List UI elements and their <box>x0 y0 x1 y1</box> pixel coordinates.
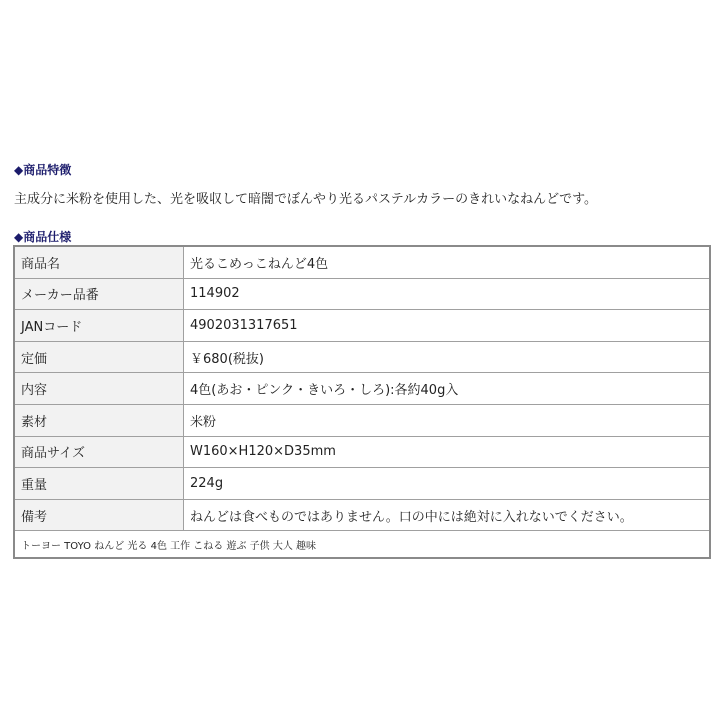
spec-label: 商品名 <box>14 246 184 278</box>
keywords-text: トーヨー TOYO ねんど 光る 4色 工作 こねる 遊ぶ 子供 大人 趣味 <box>14 531 710 559</box>
spec-label: メーカー品番 <box>14 278 184 310</box>
spec-row-keywords <box>14 531 710 559</box>
spec-value: ￥680(税抜) <box>184 341 711 373</box>
spec-value: 光るこめっこねんど4色 <box>184 246 711 278</box>
spec-row-product-name <box>14 246 710 278</box>
spec-label: 内容 <box>14 373 184 405</box>
spec-value: 224g <box>184 468 711 500</box>
spec-label: 素材 <box>14 404 184 436</box>
spec-value: 米粉 <box>184 404 711 436</box>
spec-value: W160×H120×D35mm <box>184 436 711 468</box>
spec-row-weight <box>14 468 710 500</box>
spec-label: 定価 <box>14 341 184 373</box>
spec-label: JANコード <box>14 310 184 342</box>
spec-heading: ◆商品仕様 <box>14 230 72 244</box>
spec-row-contents <box>14 373 710 405</box>
spec-label: 備考 <box>14 499 184 531</box>
spec-row-maker-number <box>14 278 710 310</box>
spec-value: ねんどは食べものではありません。口の中には絶対に入れないでください。 <box>184 499 711 531</box>
spec-row-jan-code <box>14 310 710 342</box>
spec-table <box>13 245 711 559</box>
spec-value: 4色(あお・ピンク・きいろ・しろ):各約40g入 <box>184 373 711 405</box>
spec-row-size <box>14 436 710 468</box>
spec-label: 商品サイズ <box>14 436 184 468</box>
spec-row-material <box>14 404 710 436</box>
product-description: 主成分に米粉を使用した、光を吸収して暗闇でぼんやり光るパステルカラーのきれいなねんどです。 <box>14 192 598 207</box>
spec-row-notes <box>14 499 710 531</box>
spec-value: 4902031317651 <box>184 310 711 342</box>
spec-row-price <box>14 341 710 373</box>
features-heading: ◆商品特徴 <box>14 163 72 177</box>
spec-value: 114902 <box>184 278 711 310</box>
spec-label: 重量 <box>14 468 184 500</box>
